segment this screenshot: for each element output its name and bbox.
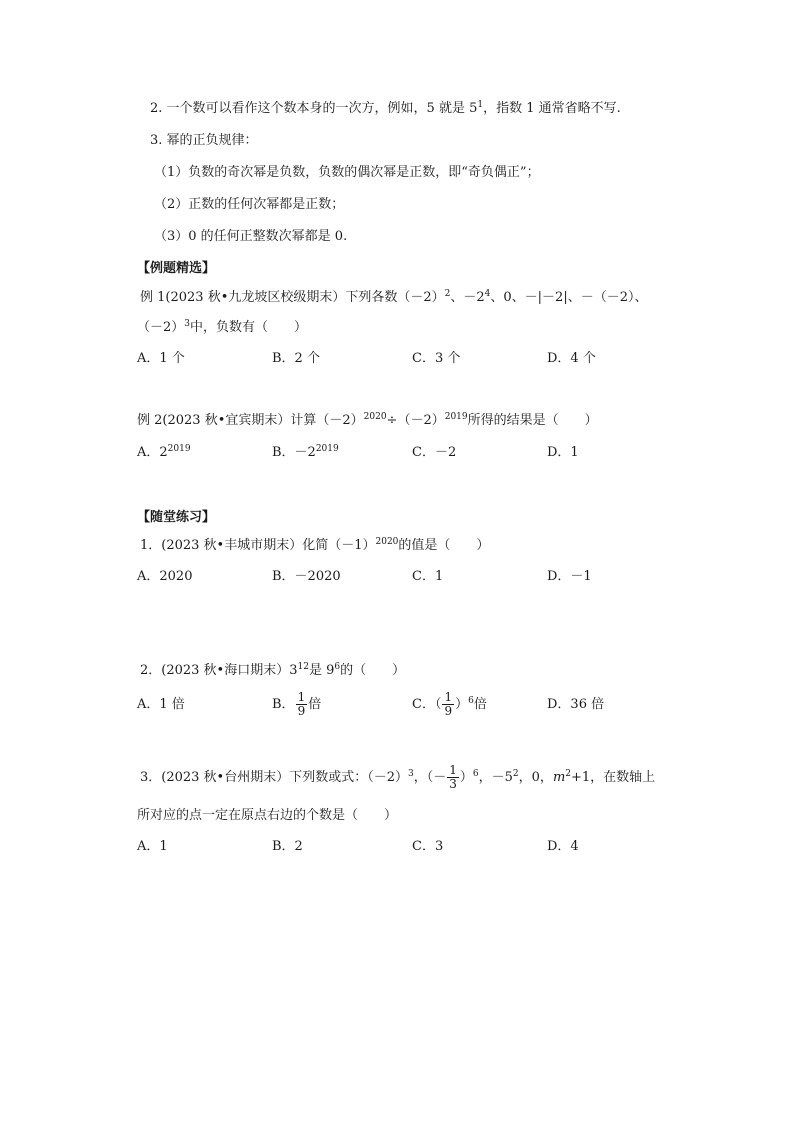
- rule-sub-3: （3）0 的任何正整数次幂都是 0.: [154, 229, 348, 244]
- practice-1-option-c: C．1: [412, 569, 444, 584]
- rule-item-3: 3. 幂的正负规律：: [150, 133, 258, 148]
- example-1-line-1: 例 1(2023 秋•九龙坡区校级期末）下列各数$(-2)^2$、$-2^4$、0、－|－2|、－（－2）、: [140, 289, 648, 305]
- practice-2-question: 2．(2023 秋•海口期末）$3^{12}$是 $9^6$的（ ）: [140, 662, 406, 678]
- practice-2-option-a: A．1 倍: [137, 697, 185, 712]
- rule-sub-2: （2）正数的任何次幂都是正数；: [154, 197, 345, 212]
- practice-3-option-d: D．4: [547, 839, 579, 854]
- practice-1-option-a: A．2020: [137, 569, 193, 584]
- practice-1-question: 1．(2023 秋•丰城市期末）化简$(-1)^{2020}$的值是（ ）: [140, 537, 490, 553]
- practice-2-option-b: B． $\frac{1}{9}$ 倍: [272, 690, 322, 718]
- fraction: $\frac{1}{9}$: [297, 690, 306, 718]
- example-1-option-d: D．4 个: [547, 351, 596, 366]
- practice-3-line-2: 所对应的点一定在原点右边的个数是（ ）: [137, 808, 398, 823]
- example-2-question: 例 2(2023 秋•宜宾期末）计算$(-2)^{2020}\div(-2)^{2019}$所得的结果是（ ）: [137, 412, 598, 428]
- example-1-line-2: $(-2)^3$中，负数有（ ）: [137, 319, 308, 335]
- fraction: $\frac{1}{9}$: [444, 690, 453, 718]
- practice-3-option-a: A．1: [137, 839, 168, 854]
- rule-item-2: 2. 一个数可以看作这个数本身的一次方，例如，5 就是 $5^1$，指数 1 通常省略不写.: [150, 100, 621, 116]
- example-1-option-b: B．2 个: [272, 351, 320, 366]
- practice-3-option-c: C．3: [412, 839, 444, 854]
- example-2-option-a: A．$2^{2019}$: [137, 444, 191, 460]
- rule-sub-1: （1）负数的奇次幂是负数，负数的偶次幂是正数，即“奇负偶正”；: [154, 165, 540, 180]
- practice-3-line-1: 3．(2023 秋•台州期末）下列数或式：$(-2)^3$，（－ $\frac{1}{3}$ ）$^6$，$-5^2$，0，$m^2+1$，在数轴上: [140, 763, 656, 791]
- practice-2-option-c: C．（ $\frac{1}{9}$ ）$^6$倍: [412, 690, 487, 718]
- section-practice-heading: 【随堂练习】: [137, 510, 216, 525]
- practice-1-option-b: B．－2020: [272, 569, 341, 584]
- example-1-option-c: C．3 个: [412, 351, 461, 366]
- section-examples-heading: 【例题精选】: [137, 261, 216, 276]
- example-1-option-a: A．1 个: [137, 351, 185, 366]
- practice-1-option-d: D．－1: [547, 569, 592, 584]
- example-2-option-b: B．$-2^{2019}$: [272, 444, 339, 460]
- example-2-option-d: D．1: [547, 445, 579, 460]
- example-2-option-c: C．－2: [412, 445, 457, 460]
- fraction: $\frac{1}{3}$: [449, 763, 457, 791]
- practice-2-option-d: D．36 倍: [547, 697, 605, 712]
- practice-3-option-b: B．2: [272, 839, 303, 854]
